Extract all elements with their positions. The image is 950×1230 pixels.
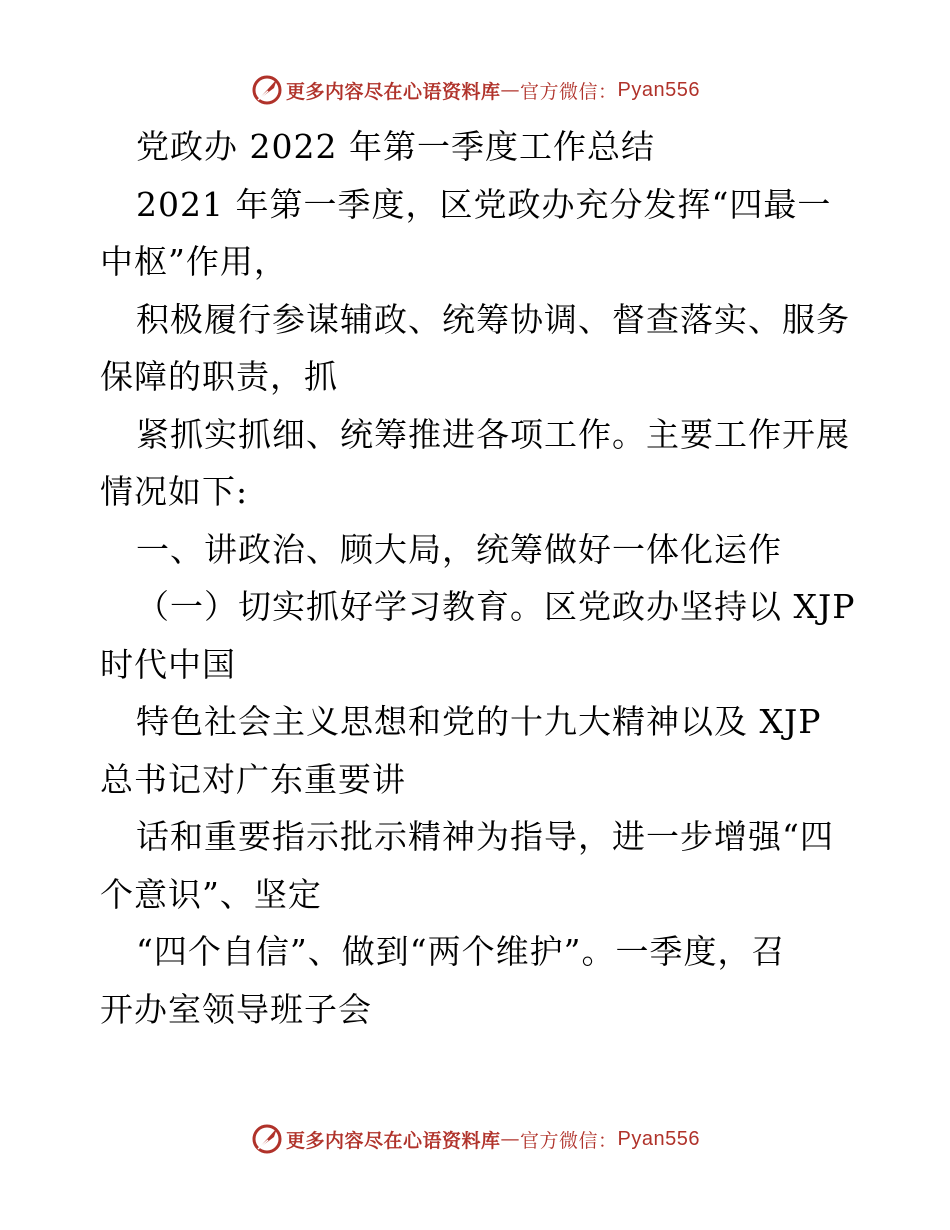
paragraph-line: 情况如下:: [100, 472, 249, 511]
paragraph-line: 特色社会主义思想和党的十九大精神以及 XJP: [136, 702, 822, 741]
watermark-text: [286, 77, 700, 104]
document-body: [100, 118, 860, 1038]
paragraph-line: 总书记对广东重要讲: [100, 759, 406, 799]
paragraph-line: 个意识”、坚定: [100, 874, 322, 914]
section-heading: 一、讲政治、顾大局，统筹做好一体化运作: [136, 529, 782, 569]
paragraph-line: （一）切实抓好学习教育。区党政办坚持以 XJP: [136, 587, 856, 626]
quill-seal-icon: [250, 73, 284, 107]
paragraph-line: 2021 年第一季度，区党政办充分发挥“四最一: [136, 184, 832, 224]
paragraph-line: 话和重要指示批示精神为指导，进一步增强“四: [136, 817, 834, 856]
watermark-text: [286, 1126, 700, 1153]
watermark-wechat-label: 官方微信：: [520, 80, 618, 103]
quill-seal-icon: [250, 1122, 284, 1156]
watermark-brand: 更多内容尽在心语资料库: [286, 1129, 501, 1152]
paragraph-line: 开办室领导班子会: [100, 989, 372, 1029]
header-watermark-banner: [0, 70, 950, 110]
watermark-dash: —: [500, 1128, 521, 1150]
watermark-dash: —: [500, 79, 521, 101]
paragraph-line: 中枢”作用，: [100, 242, 288, 281]
paragraph-line: 时代中国: [100, 644, 236, 684]
watermark-brand: 更多内容尽在心语资料库: [286, 80, 501, 103]
paragraph-line: 紧抓实抓细、统筹推进各项工作。主要工作开展: [136, 414, 850, 454]
watermark-account: Pyan556: [617, 78, 700, 101]
paragraph-line: 积极履行参谋辅政、统筹协调、督查落实、服务: [136, 299, 850, 339]
document-title: 党政办 2022 年第一季度工作总结: [136, 127, 655, 166]
watermark-wechat-label: 官方微信：: [520, 1129, 618, 1152]
paragraph-line: 保障的职责，抓: [100, 357, 338, 396]
paragraph-line: “四个自信”、做到“两个维护”。一季度，召: [136, 932, 786, 971]
footer-watermark-banner: [0, 1119, 950, 1159]
watermark-account: Pyan556: [617, 1127, 700, 1150]
